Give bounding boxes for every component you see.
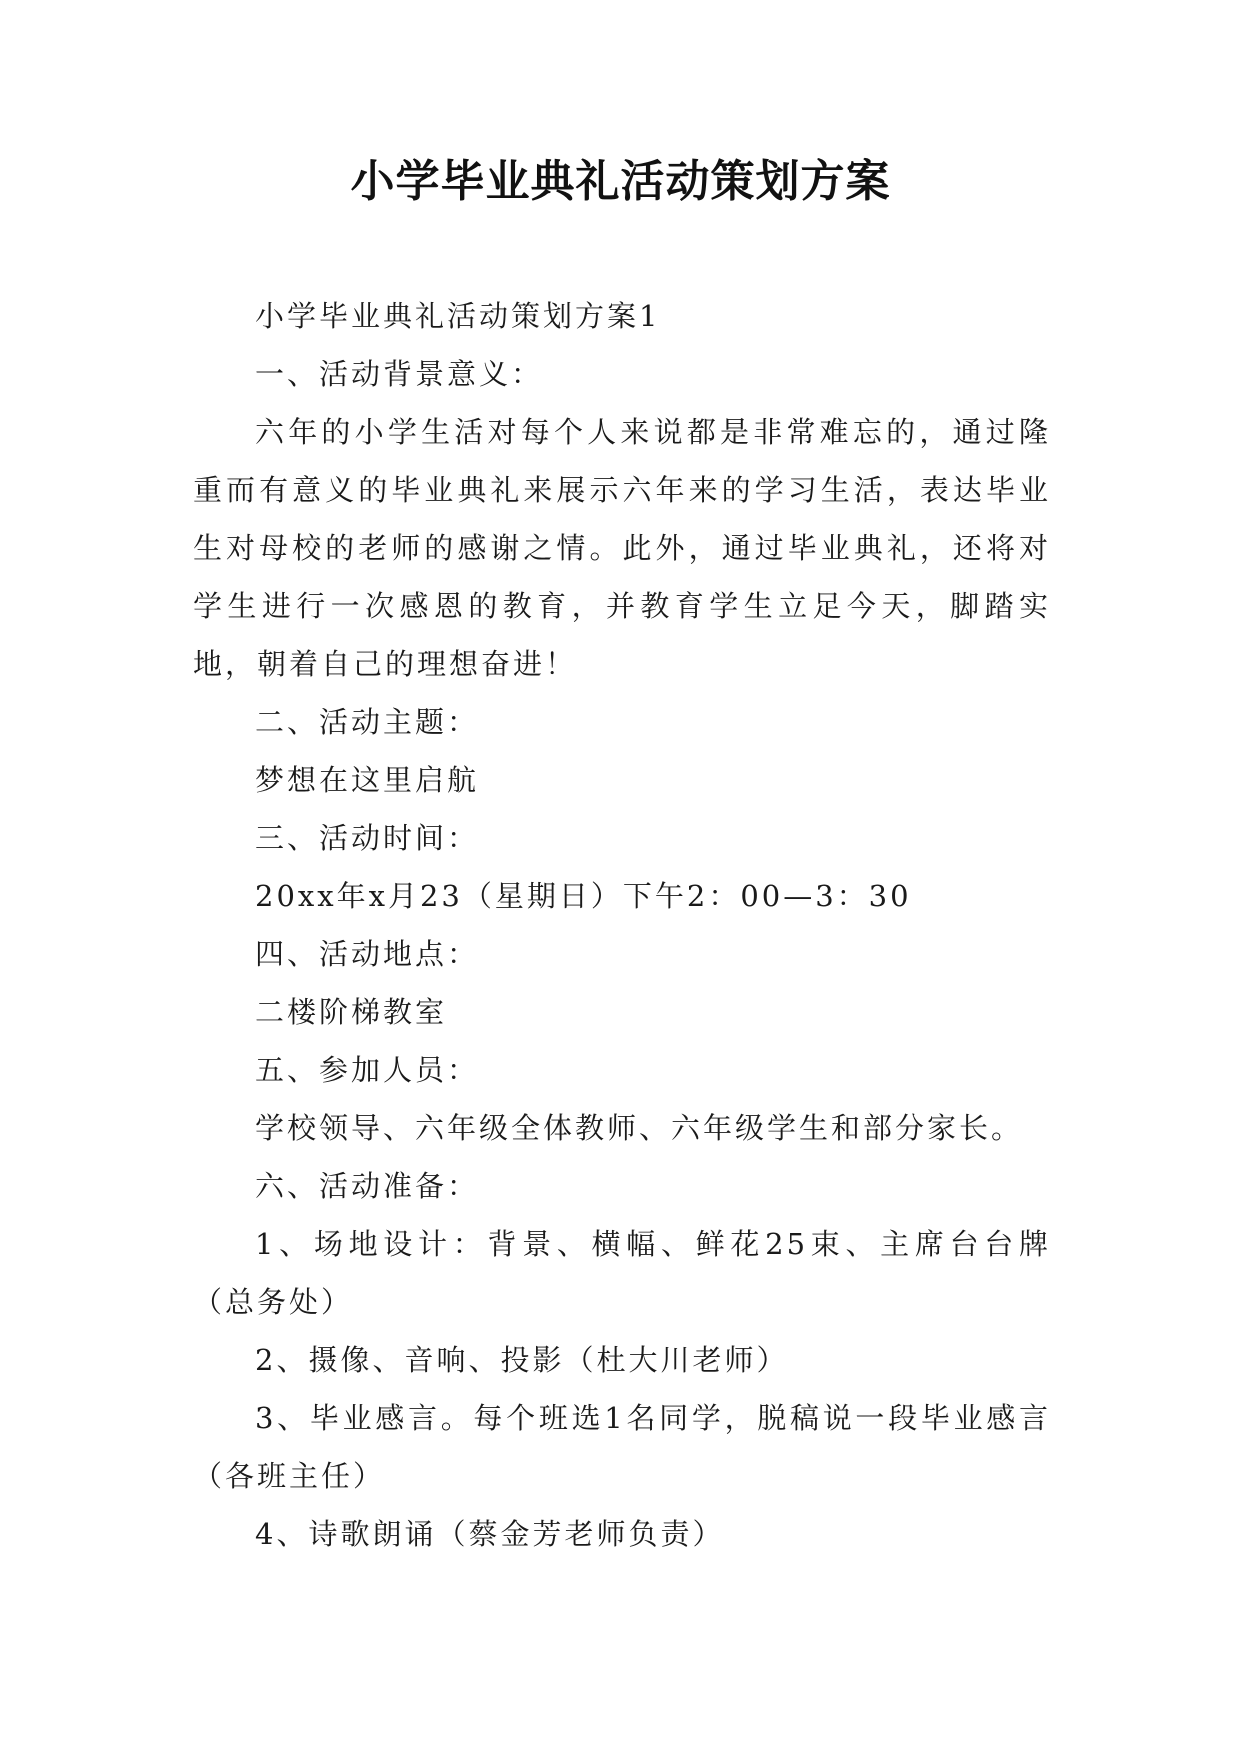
section-heading-preparation: 六、活动准备： (255, 1169, 480, 1203)
background-paragraph: 六年的小学生活对每个人来说都是非常难忘的，通过隆重而有意义的毕业典礼来展示六年来的学习生活，表达毕业生对母校的老师的感谢之情。此外，通过毕业典礼，还将对学生进行一次感恩的教育，并教育学生立足今天，脚踏实地，朝着自己的理想奋进！ (193, 415, 1051, 681)
preparation-item-4: 4、诗歌朗诵（蔡金芳老师负责） (255, 1517, 725, 1551)
participants-text: 学校领导、六年级全体教师、六年级学生和部分家长。 (255, 1111, 1024, 1145)
section-heading-location: 四、活动地点： (255, 937, 480, 971)
section-heading-plan-1: 小学毕业典礼活动策划方案1 (255, 299, 661, 333)
preparation-item-1: 1、场地设计：背景、横幅、鲜花25束、主席台台牌（总务处） (193, 1227, 1051, 1319)
time-text: 20xx年x月23（星期日）下午2：00—3：30 (255, 879, 912, 913)
section-heading-theme: 二、活动主题： (255, 705, 480, 739)
document-body (193, 287, 1051, 1563)
location-text: 二楼阶梯教室 (255, 995, 448, 1029)
section-heading-time: 三、活动时间： (255, 821, 480, 855)
theme-text: 梦想在这里启航 (255, 763, 480, 797)
section-heading-background: 一、活动背景意义： (255, 357, 544, 391)
document-title: 小学毕业典礼活动策划方案 (350, 156, 891, 207)
preparation-item-2: 2、摄像、音响、投影（杜大川老师） (255, 1343, 789, 1377)
section-heading-participants: 五、参加人员： (255, 1053, 480, 1087)
preparation-item-3: 3、毕业感言。每个班选1名同学，脱稿说一段毕业感言（各班主任） (193, 1401, 1051, 1493)
